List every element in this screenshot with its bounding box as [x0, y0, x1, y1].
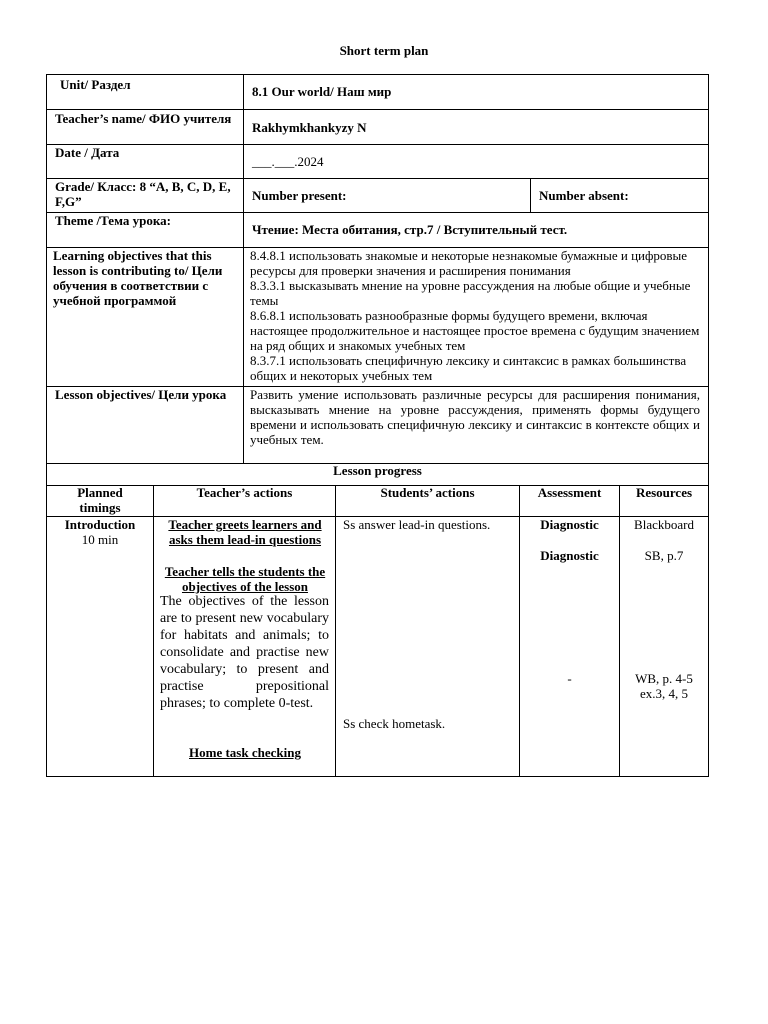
lesson-objectives-label: Lesson objectives/ Цели урока	[55, 387, 227, 402]
number-present-label: Number present:	[252, 188, 347, 203]
column-header-planned-timings: Planned timings	[77, 485, 123, 515]
column-divider	[335, 485, 336, 776]
assessment-value: Diagnostic	[540, 548, 599, 563]
grade-label: Grade/ Класс: 8 “A, B, C, D, E, F,G”	[55, 179, 231, 209]
assessment-value: -	[567, 671, 572, 686]
stage-time: 10 min	[81, 532, 119, 547]
learning-objectives-value: 8.4.8.1 использовать знакомые и некоторые незнакомые бумажные и цифровые ресурсы для проверки значения и расширения понимания 8.3.3.1 высказывать мнение на уровне рассуждения на любые общие и учебные темы 8.6.8.1 использовать разнообразные формы будущего времени, включая настоящее продолжительное и настоящее простое времена с будущим значением на ряд общих и знакомых учебных тем 8.3.7.1 использовать специфичную лексику и синтаксис в рамках большинства общих и некоторых учебных тем	[250, 248, 700, 383]
learning-objectives-label: Learning objectives that this lesson is contributing to/ Цели обучения в соответствии с учебной программой	[53, 248, 223, 308]
unit-label: Unit/ Раздел	[60, 77, 131, 92]
column-header-teacher-actions: Teacher’s actions	[196, 485, 293, 500]
resource-value: SB, p.7	[644, 548, 684, 563]
theme-label: Theme /Тема урока:	[55, 213, 171, 228]
theme-value: Чтение: Места обитания, стр.7 / Вступительный тест.	[252, 222, 568, 237]
students-action: Ss check hometask.	[343, 716, 446, 731]
teacher-value: Rakhymkhankyzy N	[252, 120, 367, 135]
resource-value: WB, p. 4-5	[635, 671, 693, 686]
number-absent-label: Number absent:	[539, 188, 629, 203]
teacher-label: Teacher’s name/ ФИО учителя	[55, 111, 232, 126]
resource-value: Blackboard	[634, 517, 694, 532]
lesson-objectives-value: Развить умение использовать различные ресурсы для расширения понимания, высказывать мнение на уровне рассуждения, применять формы будущего времени и использовать специфичную лексику и синтаксис в контексте общих и учебных тем.	[250, 387, 700, 447]
teacher-action-heading: Teacher tells the students the objectives of the lesson	[164, 564, 326, 594]
lesson-progress-heading: Lesson progress	[333, 463, 422, 478]
row-divider	[46, 109, 709, 110]
date-value: ___.___.2024	[252, 154, 324, 169]
date-label: Date / Дата	[55, 145, 120, 160]
teacher-action-body: The objectives of the lesson are to present new vocabulary for habitats and animals; to consolidate and practise new vocabulary; to present and practise prepositional phrases; to complete 0-test.	[160, 594, 329, 711]
present-absent-divider	[530, 178, 531, 212]
unit-value: 8.1 Our world/ Наш мир	[252, 84, 392, 99]
stage-name: Introduction	[64, 517, 136, 532]
assessment-value: Diagnostic	[540, 517, 599, 532]
column-header-students-actions: Students’ actions	[380, 485, 475, 500]
students-action: Ss answer lead-in questions.	[343, 517, 491, 532]
teacher-action-heading: Teacher greets learners and asks them lead-in questions	[168, 517, 322, 547]
column-divider	[153, 485, 154, 776]
header-column-divider	[243, 74, 244, 463]
teacher-action-heading: Home task checking	[189, 745, 301, 760]
column-header-assessment: Assessment	[537, 485, 602, 500]
column-header-resources: Resources	[635, 485, 693, 500]
resource-value: ex.3, 4, 5	[639, 686, 689, 701]
page-title: Short term plan	[339, 43, 429, 58]
